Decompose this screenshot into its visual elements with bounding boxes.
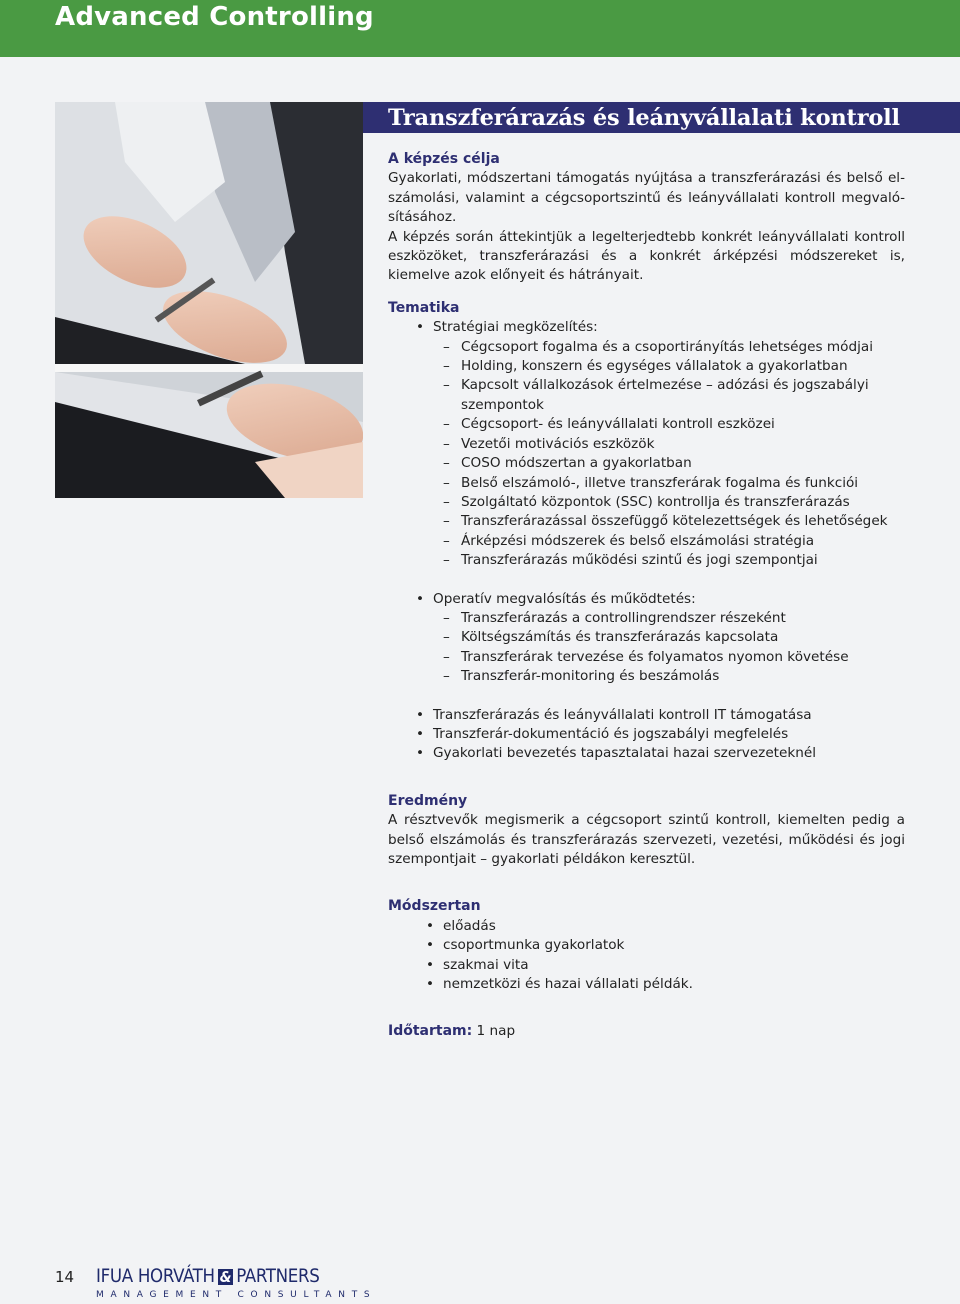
list-item: – Holding, konszern és egységes vállalatok a gyakorlatban — [388, 357, 905, 376]
list-item: – Kapcsolt vállalkozások értelmezése – adózási és jogszabályi szempontok — [388, 376, 905, 415]
section-title: Advanced Controlling — [55, 2, 374, 32]
list-item: • Operatív megvalósítás és működtetés: — [388, 590, 905, 609]
result-heading: Eredmény — [388, 792, 468, 809]
method-heading: Módszertan — [388, 898, 481, 915]
logo-right-text: PARTNERS — [236, 1266, 320, 1287]
list-item: • előadás — [388, 917, 905, 936]
duration-value: 1 nap — [476, 1023, 516, 1040]
course-content — [388, 150, 905, 1042]
list-item: – Költségszámítás és transzferárazás kapcsolata — [388, 628, 905, 647]
list-item: – Árképzési módszerek és belső elszámolási stratégia — [388, 532, 905, 551]
result-paragraph: A résztvevők megismerik a cégcsoport szintű kontroll, kiemelten pedig a belső elszámolás és transzferárazás szervezeti, vezetési, működési és jogi szempontjait – gyakorlati példákon keresztül. — [388, 812, 905, 867]
list-item: • Transzferárazás és leányvállalati kontroll IT támogatása — [388, 706, 905, 725]
course-title: Transzferárazás és leányvállalati kontroll — [388, 105, 900, 131]
duration-label: Időtartam: — [388, 1023, 473, 1040]
list-item: – Transzferár-monitoring és beszámolás — [388, 667, 905, 686]
list-item: – Transzferárazás működési szintű és jogi szempontjai — [388, 551, 905, 570]
topics-list-other — [388, 706, 905, 764]
section-header-bar — [0, 0, 960, 57]
topics-list-operative — [388, 590, 905, 609]
list-item: – Vezetői motivációs eszközök — [388, 435, 905, 454]
topics-heading: Tematika — [388, 299, 460, 316]
list-item: • szakmai vita — [388, 956, 905, 975]
logo-wordmark — [96, 1266, 376, 1288]
operative-subtopics — [388, 609, 905, 687]
list-item: – Belső elszámoló-, illetve transzferárak fogalma és funkciói — [388, 474, 905, 493]
list-item: – Transzferárazással összefüggő kötelezettségek és lehetőségek — [388, 512, 905, 531]
list-item: – Cégcsoport- és leányvállalati kontroll eszközei — [388, 415, 905, 434]
list-item: • Transzferár-dokumentáció és jogszabályi megfelelés — [388, 725, 905, 744]
hands-writing-photo — [55, 102, 363, 498]
goal-heading: A képzés célja — [388, 151, 500, 167]
list-item: • csoportmunka gyakorlatok — [388, 936, 905, 955]
list-item: • nemzetközi és hazai vállalati példák. — [388, 975, 905, 994]
page-number: 14 — [55, 1268, 75, 1286]
list-item: – COSO módszertan a gyakorlatban — [388, 454, 905, 473]
duration-line — [388, 1022, 905, 1041]
logo-tagline: MANAGEMENT CONSULTANTS — [96, 1290, 377, 1300]
course-title-bar — [363, 102, 960, 133]
logo-ampersand: & — [219, 1268, 232, 1286]
method-list — [388, 917, 905, 995]
list-item: • Gyakorlati bevezetés tapasztalatai hazai szervezeteknél — [388, 744, 905, 763]
list-item: – Szolgáltató központok (SSC) kontrollja és transzferárazás — [388, 493, 905, 512]
goal-paragraph-2: A képzés során áttekintjük a legelterjedtebb konkrét leányvállalati kontroll eszközöket, transzferárazási és a konkrét árképzési módszereket is, kiemelve azok előnyeit és hátrányait. — [388, 228, 905, 284]
list-item: – Transzferárak tervezése és folyamatos nyomon követése — [388, 648, 905, 667]
strategic-subtopics — [388, 338, 905, 571]
goal-paragraph-1: Gyakorlati, módszertani támogatás nyújtása a transzferárazási és belső elszámolási, valamint a cégcsoportszintű és leányvállalati kontroll megvalósításához. — [388, 170, 905, 226]
topics-list-strategic — [388, 318, 905, 337]
company-logo — [96, 1266, 376, 1300]
list-item: – Transzferárazás a controllingrendszer részeként — [388, 609, 905, 628]
list-item: – Cégcsoport fogalma és a csoportirányítás lehetséges módjai — [388, 338, 905, 357]
logo-left-text: IFUA HORVÁTH — [96, 1266, 215, 1287]
list-item: • Stratégiai megközelítés: — [388, 318, 905, 337]
